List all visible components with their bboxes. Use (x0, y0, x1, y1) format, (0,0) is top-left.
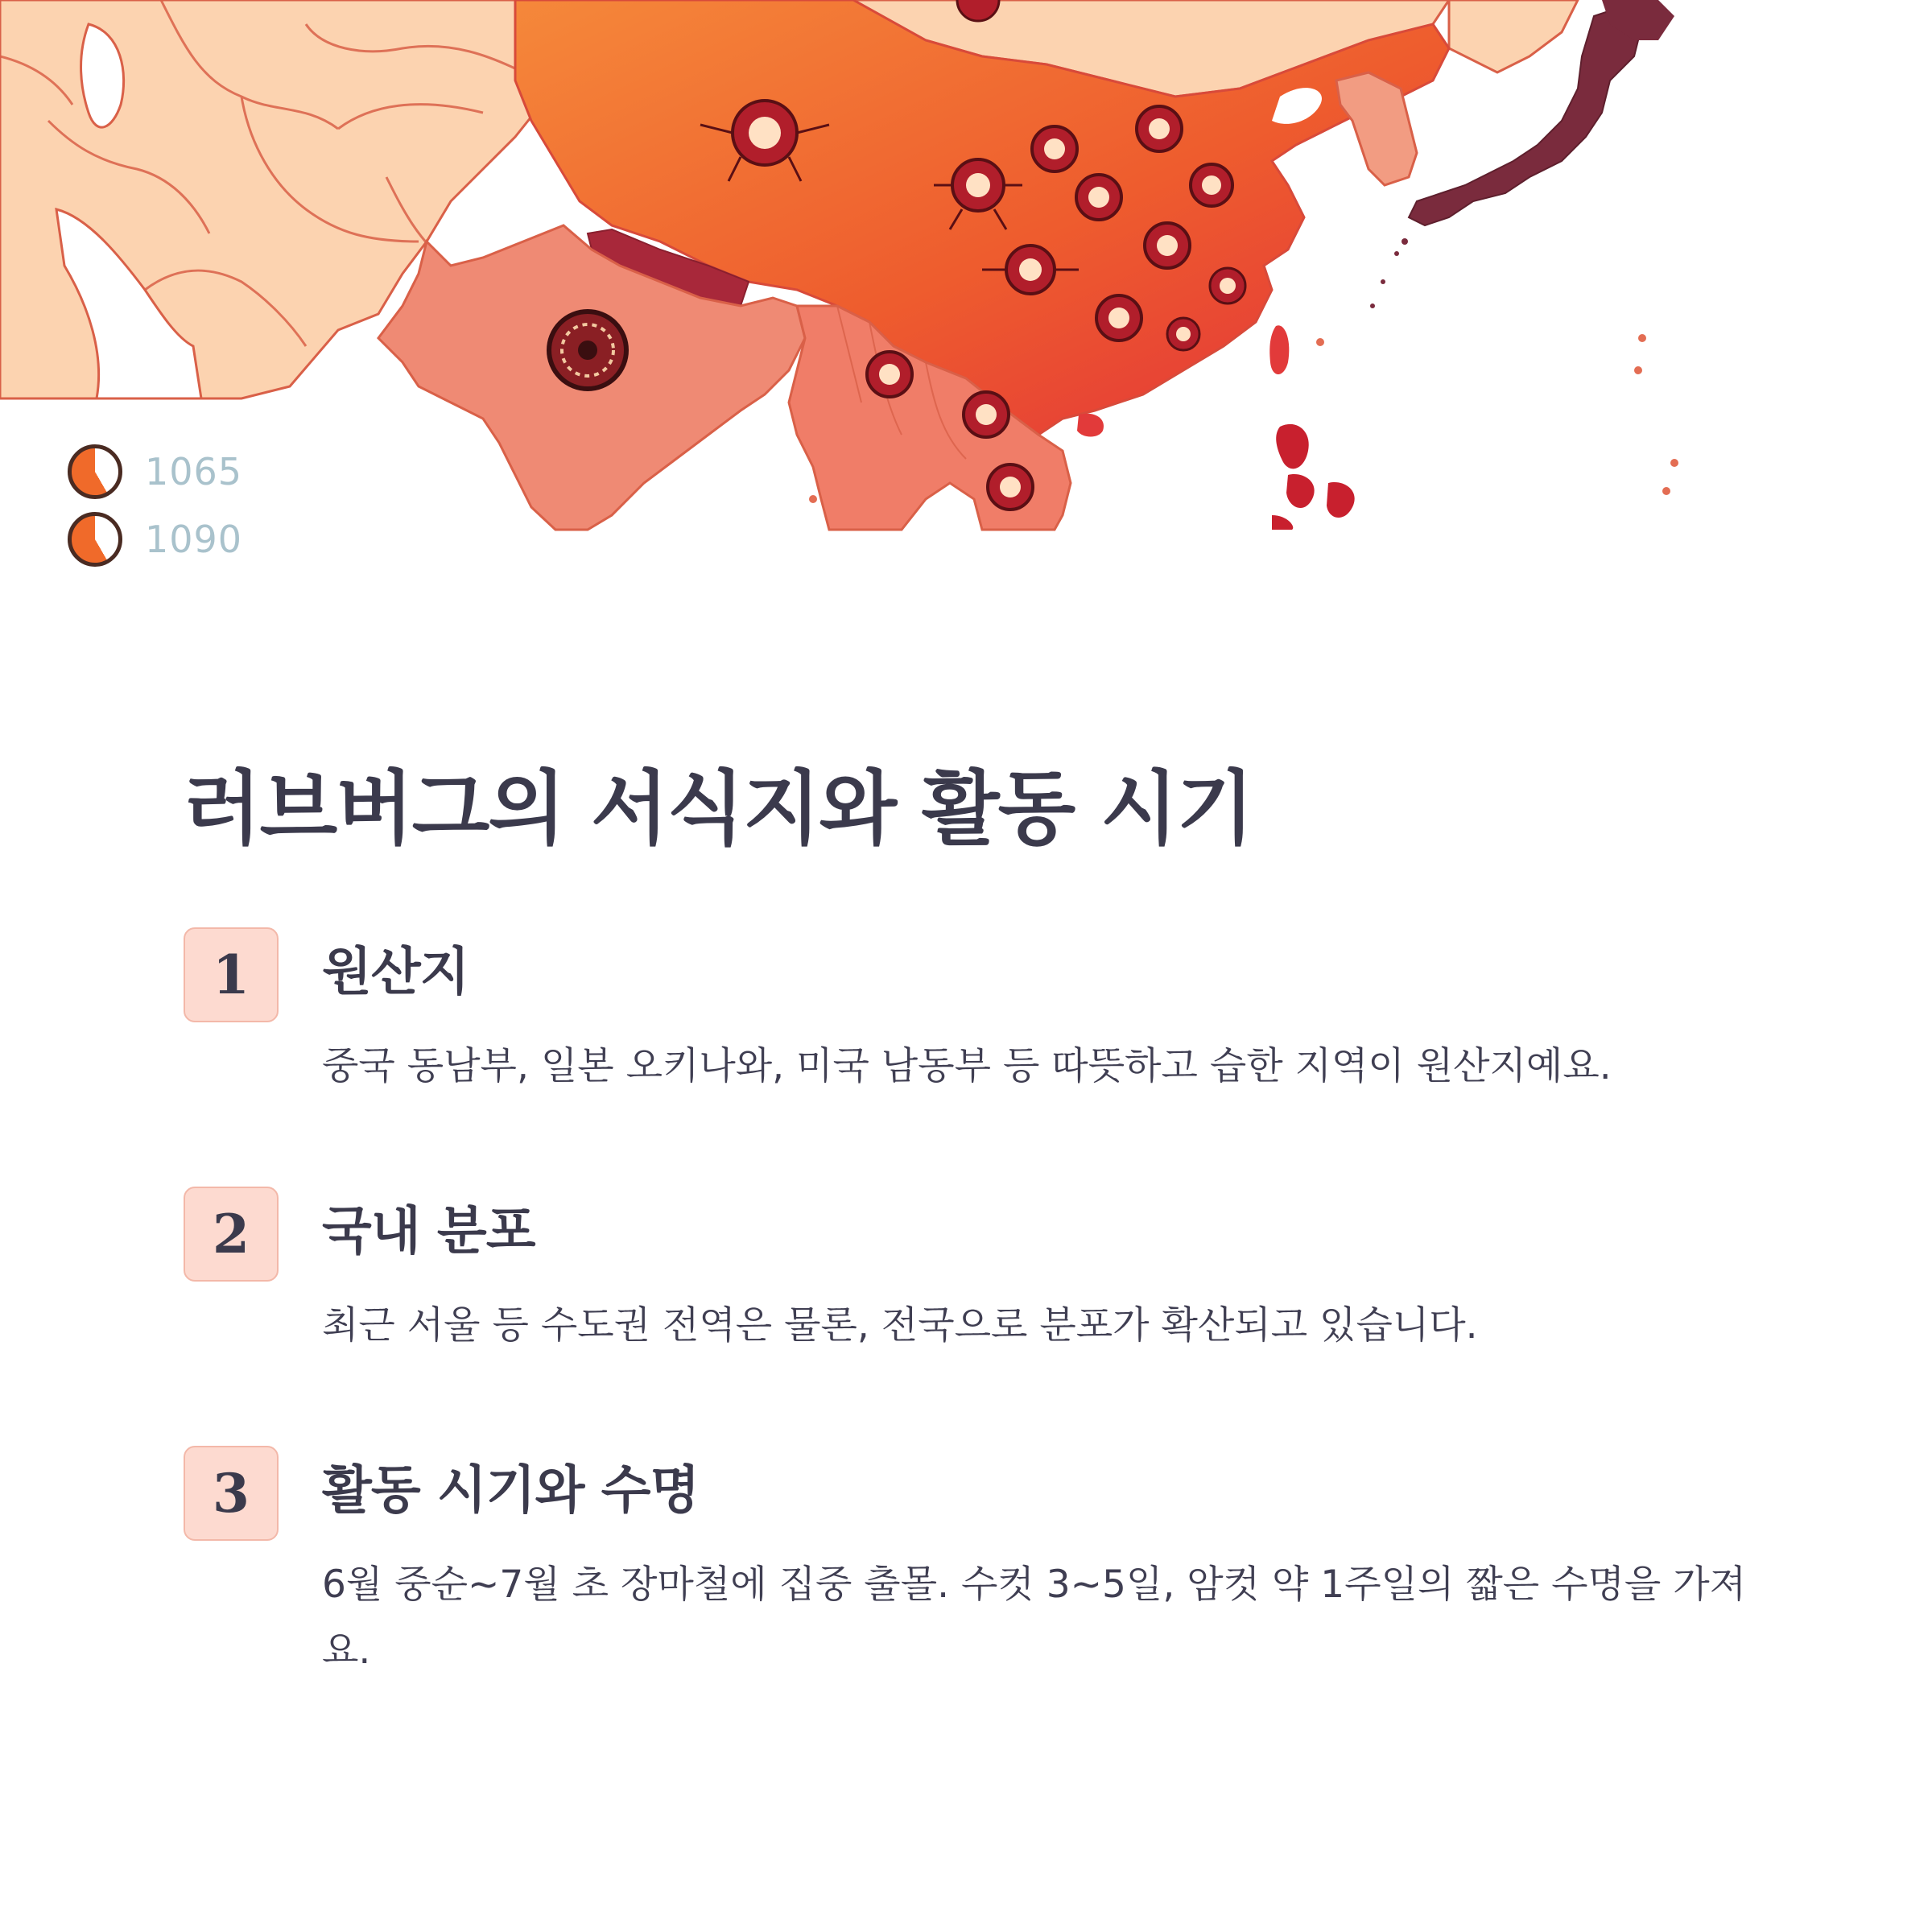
number-badge: 3 (184, 1446, 279, 1541)
section-title: 러브버그의 서식지와 활동 시기 (184, 762, 1253, 856)
item-title: 활동 시기와 수명 (322, 1461, 700, 1521)
legend-label: 1090 (145, 518, 243, 561)
number-badge: 1 (184, 927, 279, 1022)
item-title: 국내 분포 (322, 1202, 535, 1261)
habitat-section (184, 757, 1794, 1673)
item-description: 중국 동남부, 일본 오키나와, 미국 남동부 등 따뜻하고 습한 지역이 원산지예요. (322, 1044, 1612, 1088)
legend-item-2 (68, 512, 242, 567)
item-title: 원산지 (322, 943, 469, 1002)
number-badge: 2 (184, 1187, 279, 1282)
legend-pie-icon (68, 512, 122, 567)
legend-item-1 (68, 444, 242, 499)
asia-map (0, 0, 1932, 530)
legend-pie-icon (68, 444, 122, 499)
habitat-map-image (0, 0, 1932, 561)
item-description: 최근 서울 등 수도권 전역은 물론, 전국으로 분포가 확산되고 있습니다. (322, 1303, 1478, 1348)
legend-label: 1065 (145, 450, 243, 493)
item-description: 6월 중순~7월 초 장마철에 집중 출몰. 수컷 3~5일, 암컷 약 1주일의 짧은 수명을 가져요. (322, 1563, 1747, 1673)
